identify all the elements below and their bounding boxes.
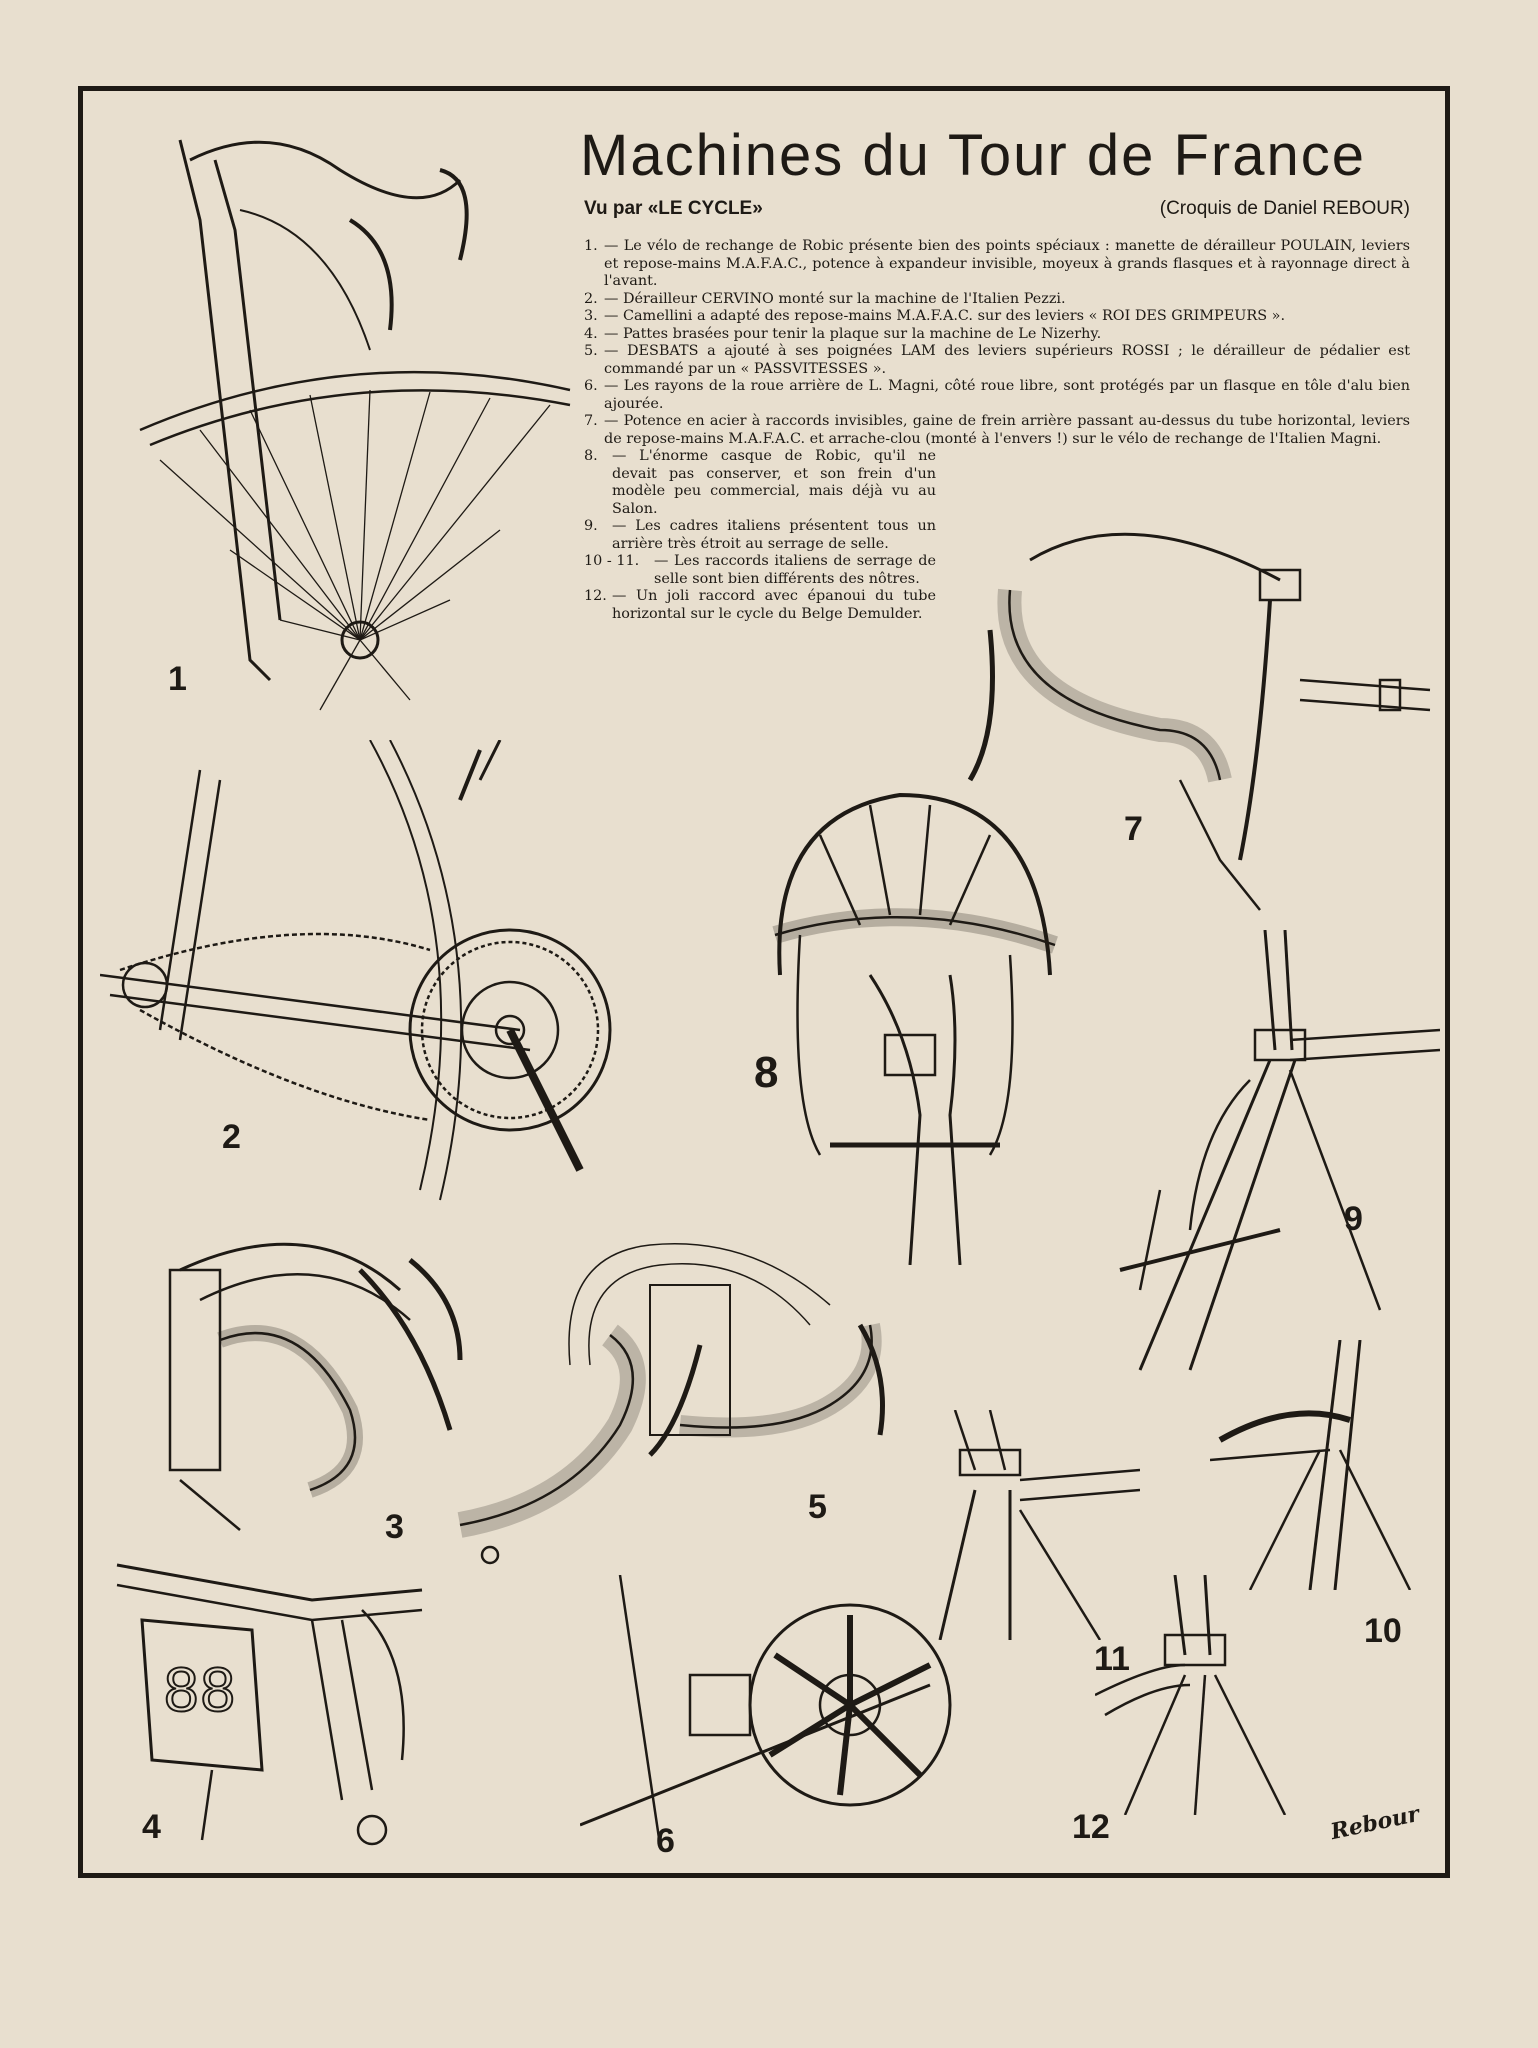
caption-item: 5. — DESBATS a ajouté à ses poignées LAM des leviers supérieurs ROSSI ; le dérailleur de pédalier est commandé par un « PASSVITESSES ». <box>584 343 1410 377</box>
seat-lug-drawing <box>1210 1340 1440 1590</box>
caption-item: 1. — Le vélo de rechange de Robic présente bien des points spéciaux : manette de dérailleur POULAIN, leviers et repose-mains M.A.F.A.C., potence à expandeur invisible, moyeux à grands flasques et à rayonnage direct à l'avant. <box>584 238 1410 289</box>
caption-item: 7. — Potence en acier à raccords invisibles, gaine de frein arrière passant au-dessus du tube horizontal, leviers de repose-mains M.A.F.A.C. et arrache-clou (monté à l'envers !) sur le vélo de rechange de l'Italien Magni. <box>584 413 1410 447</box>
freewheel-drawing <box>580 1575 970 1865</box>
brake-levers-drawing <box>160 1210 490 1540</box>
helmet-drawing <box>760 775 1060 1265</box>
page-title: Machines du Tour de France <box>580 123 1367 188</box>
caption-item: 12. — Un joli raccord avec épanoui du tube horizontal sur le cycle du Belge Demulder. <box>584 588 936 622</box>
figure-number: 9 <box>1344 1200 1363 1238</box>
seat-stay-drawing <box>1080 930 1440 1380</box>
caption-item: 9. — Les cadres italiens présentent tous un arrière très étroit au serrage de selle. <box>584 518 936 552</box>
figure-number: 3 <box>385 1508 404 1546</box>
figure-number: 5 <box>808 1488 827 1526</box>
derailleur-drawing <box>100 740 680 1260</box>
handlebar-drawing <box>450 1225 920 1605</box>
front-wheel-drawing <box>120 100 580 740</box>
figure-number: 7 <box>1124 810 1143 848</box>
caption-item: 6. — Les rayons de la roue arrière de L. Magni, côté roue libre, sont protégés par un flasque en tôle d'alu bien ajourée. <box>584 378 1410 412</box>
illustration-credit: (Croquis de Daniel REBOUR) <box>1159 198 1410 219</box>
figure-number: 1 <box>168 660 187 698</box>
figure-number: 10 <box>1364 1612 1402 1650</box>
caption-item: 10 - 11. — Les raccords italiens de serrage de selle sont bien différents des nôtres. <box>584 553 936 587</box>
figure-number: 12 <box>1072 1808 1110 1846</box>
figure-number: 4 <box>142 1808 161 1846</box>
caption-item: 2. — Dérailleur CERVINO monté sur la machine de l'Italien Pezzi. <box>584 290 1066 307</box>
figure-number: 8 <box>754 1048 779 1097</box>
plate-mount-drawing <box>112 1560 442 1850</box>
race-number-plate: 88 <box>164 1656 237 1725</box>
artist-signature: Rebour <box>1328 1800 1422 1846</box>
figure-number: 11 <box>1094 1640 1130 1678</box>
lug-drawing <box>1095 1575 1315 1815</box>
caption-item: 3. — Camellini a adapté des repose-mains M.A.F.A.C. sur des leviers « ROI DES GRIMPEURS ». <box>584 308 1286 324</box>
caption-item: 8. — L'énorme casque de Robic, qu'il ne devait pas conserver, et son frein d'un modèle peu commercial, mais déjà vu au Salon. <box>584 448 936 517</box>
figure-number: 2 <box>222 1118 241 1156</box>
figure-number: 6 <box>656 1822 675 1860</box>
caption-item: 4. — Pattes brasées pour tenir la plaque sur la machine de Le Nizerhy. <box>584 325 1102 342</box>
byline: Vu par «LE CYCLE» <box>584 198 763 219</box>
